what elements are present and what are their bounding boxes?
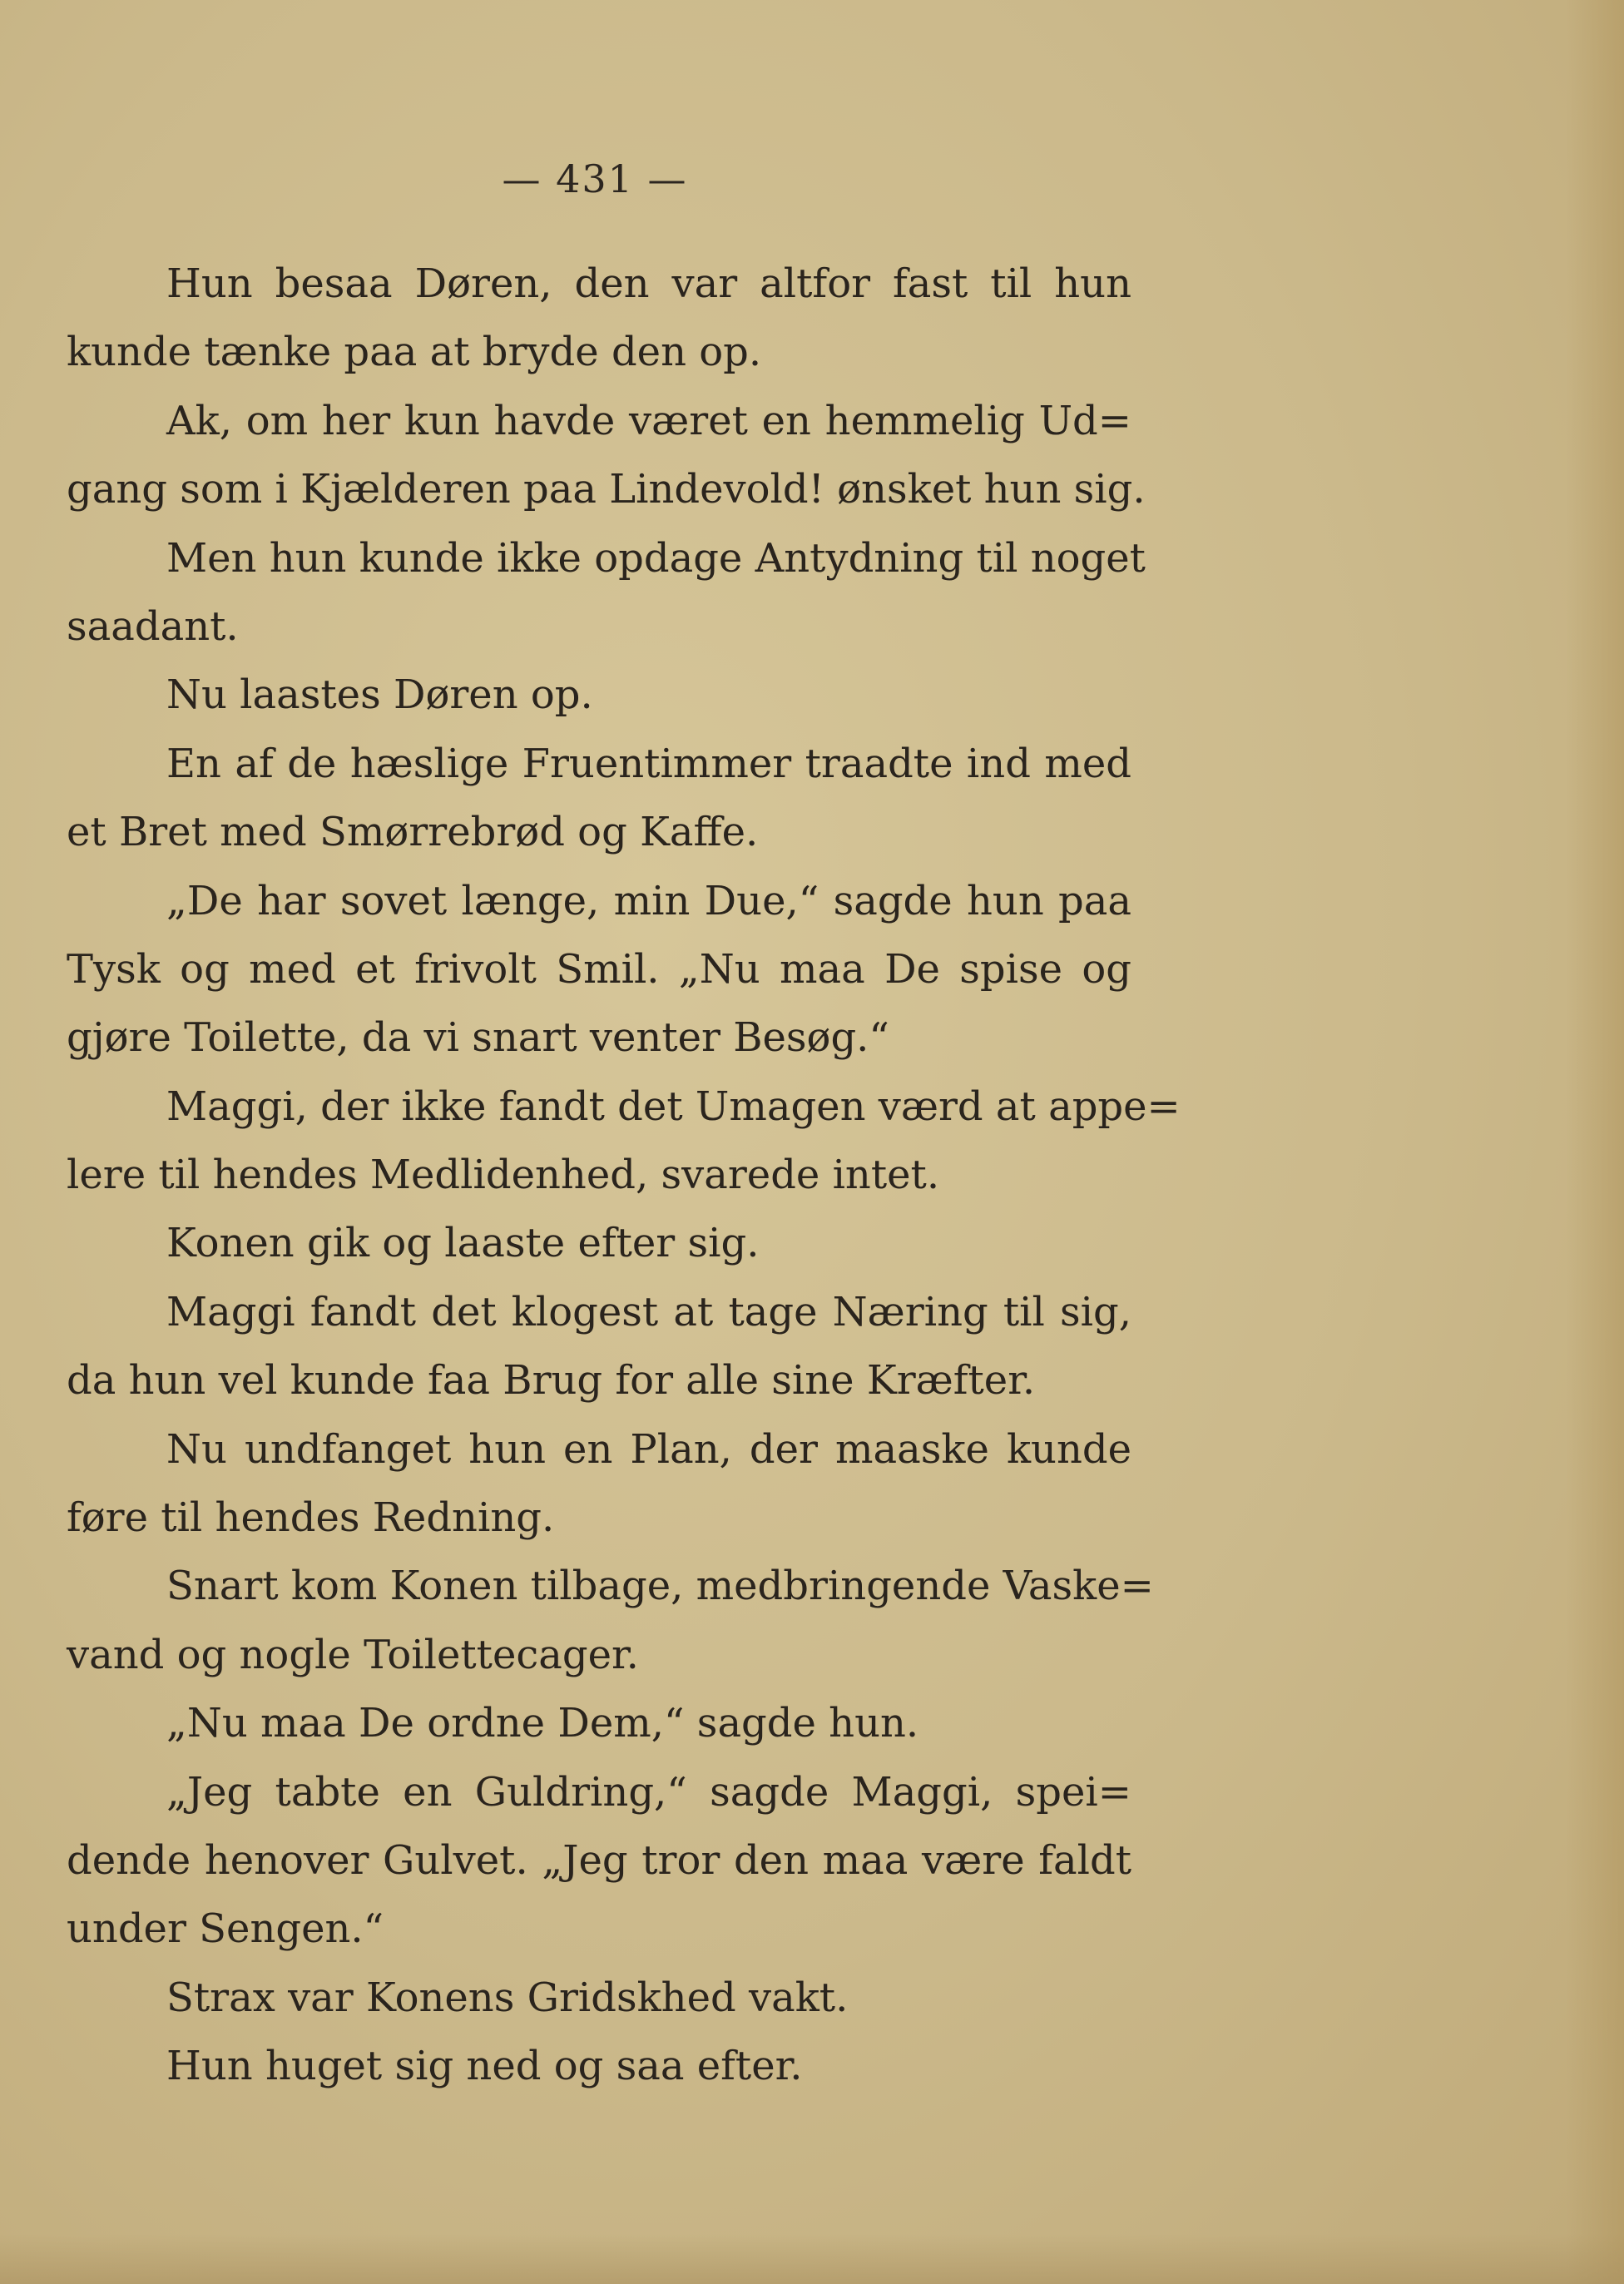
text-line: Nu laastes Døren op. [166,671,593,719]
text-line: Tysk og med et frivolt Smil. „Nu maa De spise og [67,945,1131,993]
text-line: Hun huget sig ned og saa efter. [166,2043,803,2090]
page-number: — 431 — [502,156,688,201]
text-line: kunde tænke paa at bryde den op. [67,329,762,376]
text-line: Strax var Konens Gridskhed vakt. [166,1974,849,2021]
body-text [67,250,1181,2101]
text-line: under Sengen.“ [67,1905,384,1953]
page-edge-shadow [1566,0,1624,2284]
text-line: gang som i Kjælderen paa Lindevold! ønsket hun sig. [67,466,1146,513]
text-line: vand og nogle Toiletteсager. [67,1631,639,1678]
text-line: da hun vel kunde faa Brug for alle sine Kræfter. [67,1357,1036,1405]
text-line: „Nu maa De ordne Dem,“ sagde hun. [166,1700,919,1747]
text-line: Snart kom Konen tilbage, medbringende Vaske= [166,1563,1154,1610]
page-bottom-shadow [0,2234,1624,2284]
text-line: Hun besaa Døren, den var altfor fast til hun [166,260,1131,307]
text-line: Maggi, der ikke fandt det Umagen værd at appe= [166,1083,1181,1130]
text-line: et Bret med Smørrebrød og Kaffe. [67,809,759,856]
text-line: „Jeg tabte en Guldring,“ sagde Maggi, spei= [166,1768,1131,1816]
text-line: En af de hæslige Fruentimmer traadte ind med [166,740,1131,787]
text-line: „De har sovet længe, min Due,“ sagde hun paa [166,877,1131,924]
text-line: saadant. [67,602,239,650]
text-line: Maggi fandt det klogest at tage Næring til sig, [166,1288,1131,1335]
text-line: gjøre Toilette, da vi snart venter Besøg.“ [67,1014,889,1062]
text-line: lere til hendes Medlidenhed, svarede intet. [67,1152,940,1199]
text-line: dende henover Gulvet. „Jeg tror den maa være faldt [67,1836,1131,1884]
text-line: Ak, om her kun havde været en hemmelig Ud= [166,397,1131,444]
text-line: føre til hendes Redning. [67,1494,555,1542]
text-line: Men hun kunde ikke opdage Antydning til noget [166,534,1146,582]
text-line: Nu undfanget hun en Plan, der maaske kunde [166,1425,1131,1473]
text-line: Konen gik og laaste efter sig. [166,1220,760,1267]
